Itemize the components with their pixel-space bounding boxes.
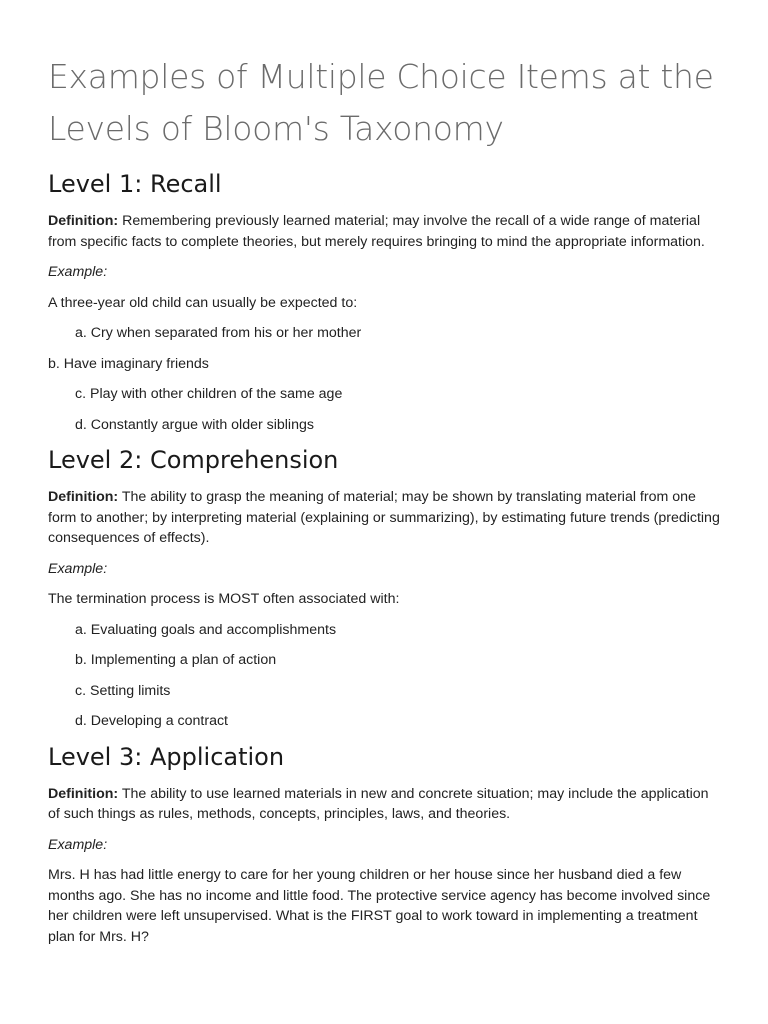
example-label: Example:: [48, 560, 108, 577]
example-label-paragraph: [48, 262, 720, 283]
definition-label: Definition:: [48, 785, 119, 802]
answer-option-a: a. Evaluating goals and accomplishments: [75, 621, 337, 638]
question-stem: Mrs. H has had little energy to care for her young children or her house since her husband died a few months ago. She has no income and little food. The protective service agency has become involved since her children were left unsupervised. What is the FIRST goal to work toward in implementing a treatment plan for Mrs. H?: [48, 867, 711, 945]
answer-option-c: c. Play with other children of the same age: [75, 386, 343, 402]
example-label-paragraph: [48, 835, 720, 856]
document-title: [48, 0, 720, 155]
section-level-3-application: [48, 742, 720, 948]
document-title-line-2: Levels of Bloom's Taxonomy: [48, 109, 504, 148]
definition-paragraph: [48, 487, 720, 549]
definition-label: Definition:: [48, 489, 119, 505]
answer-options: [48, 620, 720, 732]
answer-option-d: d. Developing a contract: [75, 713, 229, 729]
section-level-2-comprehension: [48, 445, 720, 732]
section-level-1-recall: [48, 169, 720, 435]
section-heading: Level 1: Recall: [48, 170, 222, 198]
answer-option-d: d. Constantly argue with older siblings: [75, 416, 314, 433]
example-label: Example:: [48, 836, 108, 853]
example-label-paragraph: [48, 559, 720, 580]
question-stem: The termination process is MOST often associated with:: [48, 591, 400, 607]
definition-paragraph: [48, 784, 720, 825]
question-stem: A three-year old child can usually be expected to:: [48, 294, 358, 311]
section-heading: Level 3: Application: [48, 742, 285, 771]
answer-option-a: a. Cry when separated from his or her mother: [75, 325, 362, 341]
answer-option-b: b. Have imaginary friends: [48, 355, 209, 372]
definition-label: Definition:: [48, 213, 119, 229]
example-label: Example:: [48, 264, 108, 280]
answer-option-c: c. Setting limits: [75, 682, 171, 699]
definition-text: The ability to grasp the meaning of material; may be shown by translating material from one form to another; by interpreting material (explaining or summarizing), by estimating future trends (predicting consequences of effects).: [48, 489, 720, 546]
section-heading: Level 2: Comprehension: [48, 446, 339, 474]
answer-options: [48, 323, 720, 435]
document-title-line-1: Examples of Multiple Choice Items at the: [48, 57, 714, 96]
definition-text: Remembering previously learned material; may involve the recall of a wide range of material from specific facts to complete theories, but merely requires bringing to mind the appropriate information.: [48, 213, 705, 250]
definition-paragraph: [48, 211, 720, 252]
definition-text: The ability to use learned materials in new and concrete situation; may include the application of such things as rules, methods, concepts, principles, laws, and theories.: [48, 785, 709, 822]
answer-option-b: b. Implementing a plan of action: [75, 652, 277, 668]
